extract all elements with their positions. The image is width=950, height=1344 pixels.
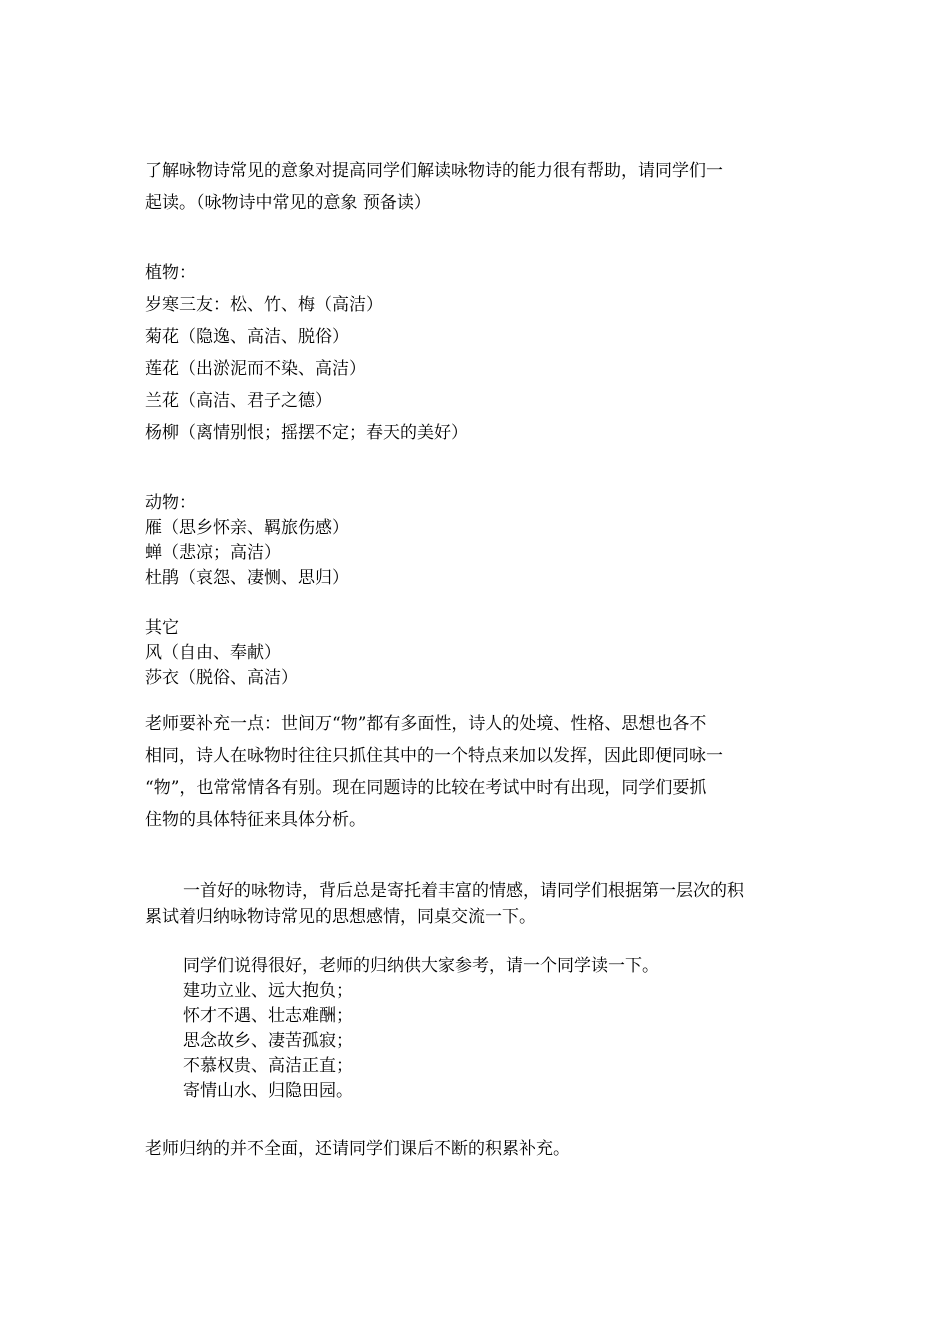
plant-item: 莲花（出淤泥而不染、高洁） [145,359,366,379]
summary-item: 怀才不遇、壮志难酬； [183,1006,353,1026]
animal-item: 雁（思乡怀亲、羁旅伤感） [145,518,349,538]
plant-item: 菊花（隐逸、高洁、脱俗） [145,327,349,347]
animal-item: 杜鹃（哀怨、凄恻、思归） [145,568,349,588]
summary-intro: 同学们说得很好，老师的归纳供大家参考，请一个同学读一下。 [183,956,659,976]
others-heading: 其它 [145,618,179,638]
summary-item: 不慕权贵、高洁正直； [183,1056,353,1076]
animals-heading: 动物： [145,493,196,513]
summary-item: 建功立业、远大抱负； [183,981,353,1001]
plant-item: 岁寒三友：松、竹、梅（高洁） [145,295,383,315]
intro-line-2: 起读。（咏物诗中常见的意象 预备读） [145,193,431,213]
summary-item: 寄情山水、归隐田园。 [183,1081,353,1101]
closing-line: 老师归纳的并不全面，还请同学们课后不断的积累补充。 [145,1139,570,1159]
other-item: 莎衣（脱俗、高洁） [145,668,298,688]
other-item: 风（自由、奉献） [145,643,281,663]
plant-item: 兰花（高洁、君子之德） [145,391,332,411]
intro-line-1: 了解咏物诗常见的意象对提高同学们解读咏物诗的能力很有帮助，请同学们一 [145,161,723,181]
teacher-note-line: 住物的具体特征来具体分析。 [145,810,366,830]
emotion-task-line: 累试着归纳咏物诗常见的思想感情，同桌交流一下。 [145,907,536,927]
plants-heading: 植物： [145,263,196,283]
teacher-note-line: 老师要补充一点：世间万“物”都有多面性，诗人的处境、性格、思想也各不 [145,714,707,734]
teacher-note-line: “物”，也常常情各有别。现在同题诗的比较在考试中时有出现，同学们要抓 [145,778,707,798]
plant-item: 杨柳（离情别恨；摇摆不定；春天的美好） [145,423,468,443]
teacher-note-line: 相同，诗人在咏物时往往只抓住其中的一个特点来加以发挥，因此即便同咏一 [145,746,723,766]
animal-item: 蝉（悲凉；高洁） [145,543,281,563]
emotion-task-line: 一首好的咏物诗，背后总是寄托着丰富的情感，请同学们根据第一层次的积 [183,881,744,901]
summary-item: 思念故乡、凄苦孤寂； [183,1031,353,1051]
